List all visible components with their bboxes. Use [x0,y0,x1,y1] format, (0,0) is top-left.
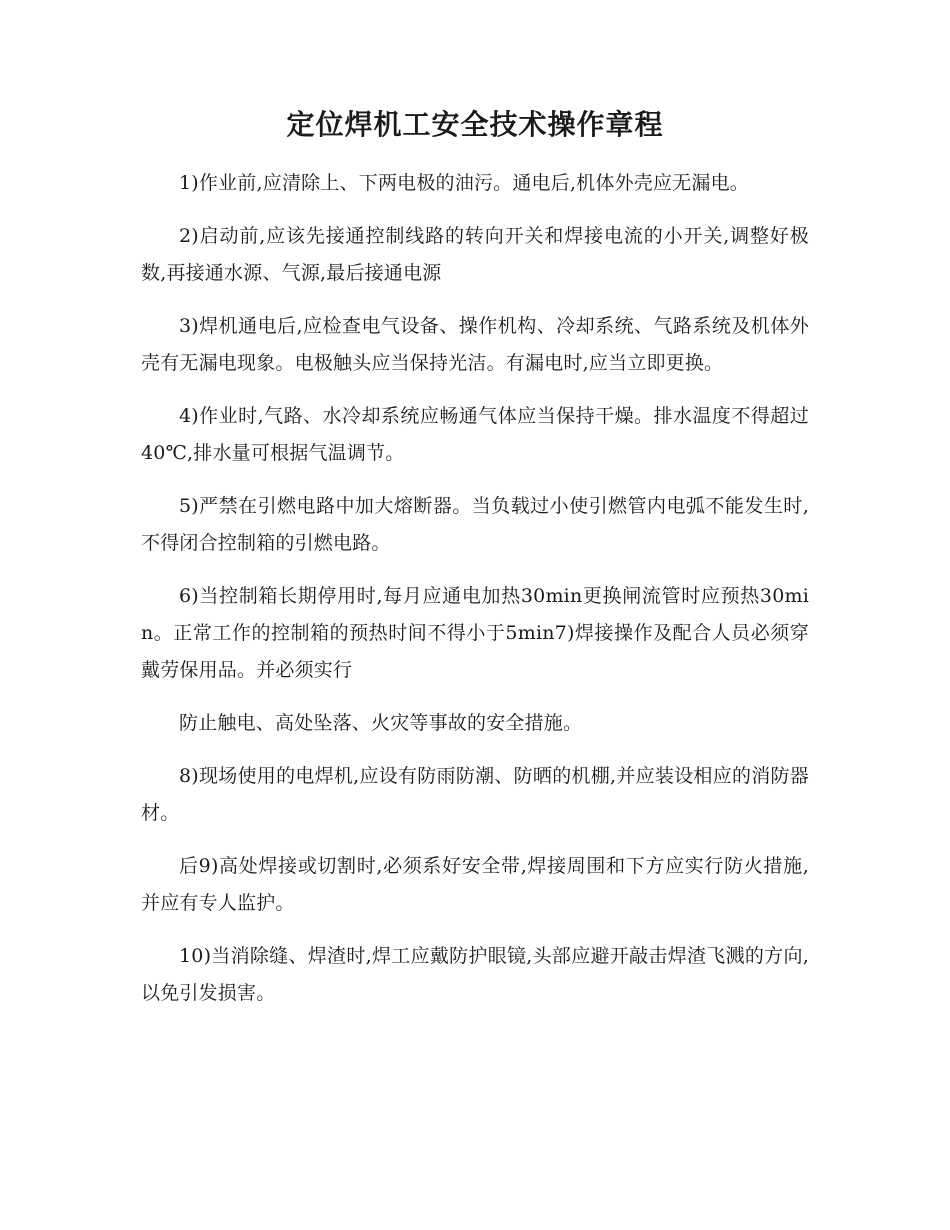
paragraph-9: 后9)高处焊接或切割时,必须系好安全带,焊接周围和下方应实行防火措施,并应有专人监护。 [141,855,809,914]
document-page [141,105,809,1028]
page-title: 定位焊机工安全技术操作章程 [286,108,664,141]
paragraph-6: 6)当控制箱长期停用时,每月应通电加热30min更换闸流管时应预热30min。正常工作的控制箱的预热时间不得小于5min7)焊接操作及配合人员必须穿戴劳保用品。并必须实行 [141,585,809,681]
paragraph-10: 10)当消除缝、焊渣时,焊工应戴防护眼镜,头部应避开敲击焊渣飞溅的方向,以免引发损害。 [141,945,809,1004]
paragraph-3: 3)焊机通电后,应检查电气设备、操作机构、冷却系统、气路系统及机体外壳有无漏电现象。电极触头应当保持光洁。有漏电时,应当立即更换。 [141,315,809,374]
paragraph-4: 4)作业时,气路、水冷却系统应畅通气体应当保持干燥。排水温度不得超过40℃,排水量可根据气温调节。 [141,405,809,464]
paragraph-2: 2)启动前,应该先接通控制线路的转向开关和焊接电流的小开关,调整好极数,再接通水源、气源,最后接通电源 [141,225,809,284]
paragraph-5: 5)严禁在引燃电路中加大熔断器。当负载过小使引燃管内电弧不能发生时,不得闭合控制箱的引燃电路。 [141,495,809,554]
paragraph-1: 1)作业前,应清除上、下两电极的油污。通电后,机体外壳应无漏电。 [179,172,749,194]
paragraph-8: 8)现场使用的电焊机,应设有防雨防潮、防晒的机棚,并应装设相应的消防器材。 [141,765,809,824]
paragraph-7: 防止触电、高处坠落、火灾等事故的安全措施。 [179,712,583,734]
